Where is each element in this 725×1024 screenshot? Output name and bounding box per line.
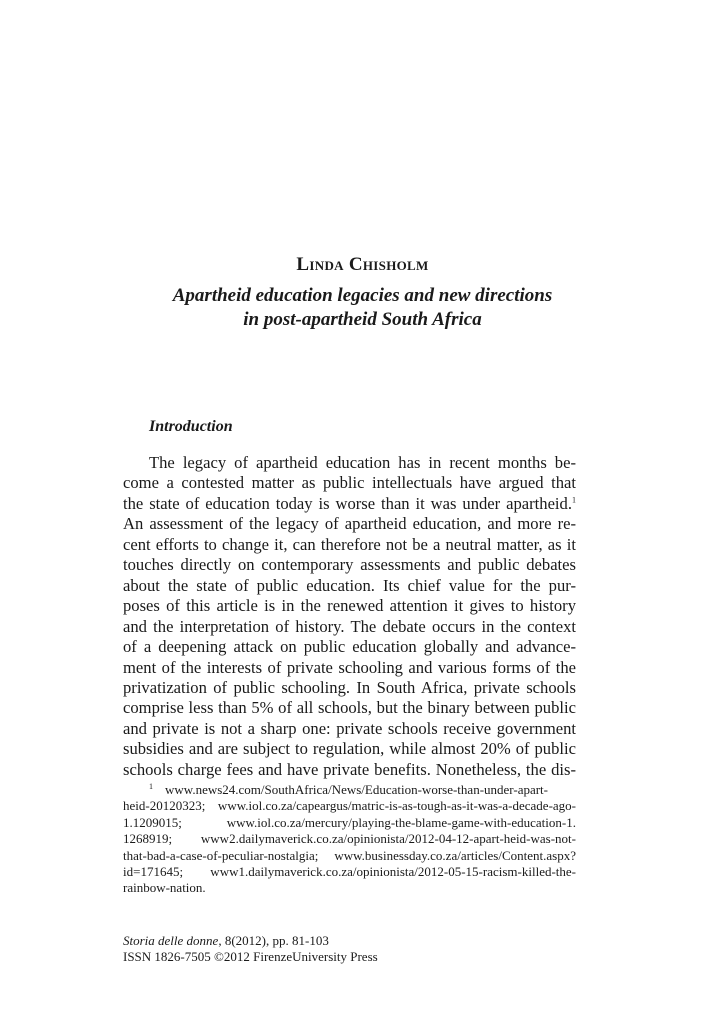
footnote-number: 1 [149,781,153,791]
journal-volume-pages: , 8(2012), pp. 81-103 [218,933,329,948]
body-line-text: the state of education today is worse than it was under apartheid. [123,493,572,513]
article-title-line-1: Apartheid education legacies and new directions [172,285,553,306]
body-line: and private is not a sharp one: private schools receive government [123,718,576,738]
body-line: of a deepening attack on public education globally and advance- [123,637,576,657]
footnote-line-text: www.news24.com/SouthAfrica/News/Education-worse-than-under-apart- [165,782,548,797]
body-line: ment of the interests of private schooling and various forms of the [123,657,576,677]
body-line: subsidies and are subject to regulation, while almost 20% of public [123,739,576,759]
article-title [0,284,725,332]
body-line: come a contested matter as public intellectuals have argued that [123,473,576,493]
journal-issn: ISSN 1826-7505 ©2012 FirenzeUniversity Press [123,949,378,964]
footnote [123,782,576,897]
body-line: and the interpretation of history. The debate occurs in the context [123,616,576,636]
footnote-line: id=171645; www1.dailymaverick.co.za/opinionista/2012-05-15-racism-killed-the- [123,864,576,880]
footnote-line: rainbow-nation. [123,880,206,896]
body-line: An assessment of the legacy of apartheid education, and more re- [123,514,576,534]
journal-name: Storia delle donne [123,933,219,948]
body-line: The legacy of apartheid education has in recent months be- [149,453,576,472]
body-line: schools charge fees and have private benefits. Nonetheless, the dis- [123,759,576,779]
journal-citation [123,933,378,949]
footnote-line: heid-20120323; www.iol.co.za/capeargus/matric-is-as-tough-as-it-was-a-decade-ago- [123,798,576,814]
body-line: touches directly on contemporary assessments and public debates [123,555,576,575]
body-line: about the state of public education. Its chief value for the pur- [123,575,576,595]
footnote-line: 1.1209015; www.iol.co.za/mercury/playing-the-blame-game-with-education-1. [123,814,576,830]
body-line: poses of this article is in the renewed attention it gives to history [123,596,576,616]
footnote-line [123,782,576,798]
body-line: comprise less than 5% of all schools, but the binary between public [123,698,576,718]
body-line [123,494,576,514]
footnote-line: that-bad-a-case-of-peculiar-nostalgia; www.businessday.co.za/articles/Content.aspx? [123,847,576,863]
article-title-line-2: in post-apartheid South Africa [243,309,482,330]
body-paragraph [123,453,576,780]
section-heading: Introduction [149,418,233,435]
body-line: privatization of public schooling. In South Africa, private schools [123,677,576,697]
footnote-line: 1268919; www2.dailymaverick.co.za/opinionista/2012-04-12-apart-heid-was-not- [123,831,576,847]
journal-info [123,933,378,965]
author-name: Linda Chisholm [296,254,429,275]
body-line: cent efforts to change it, can therefore not be a neutral matter, as it [123,534,576,554]
footnote-reference[interactable]: 1 [572,495,576,505]
